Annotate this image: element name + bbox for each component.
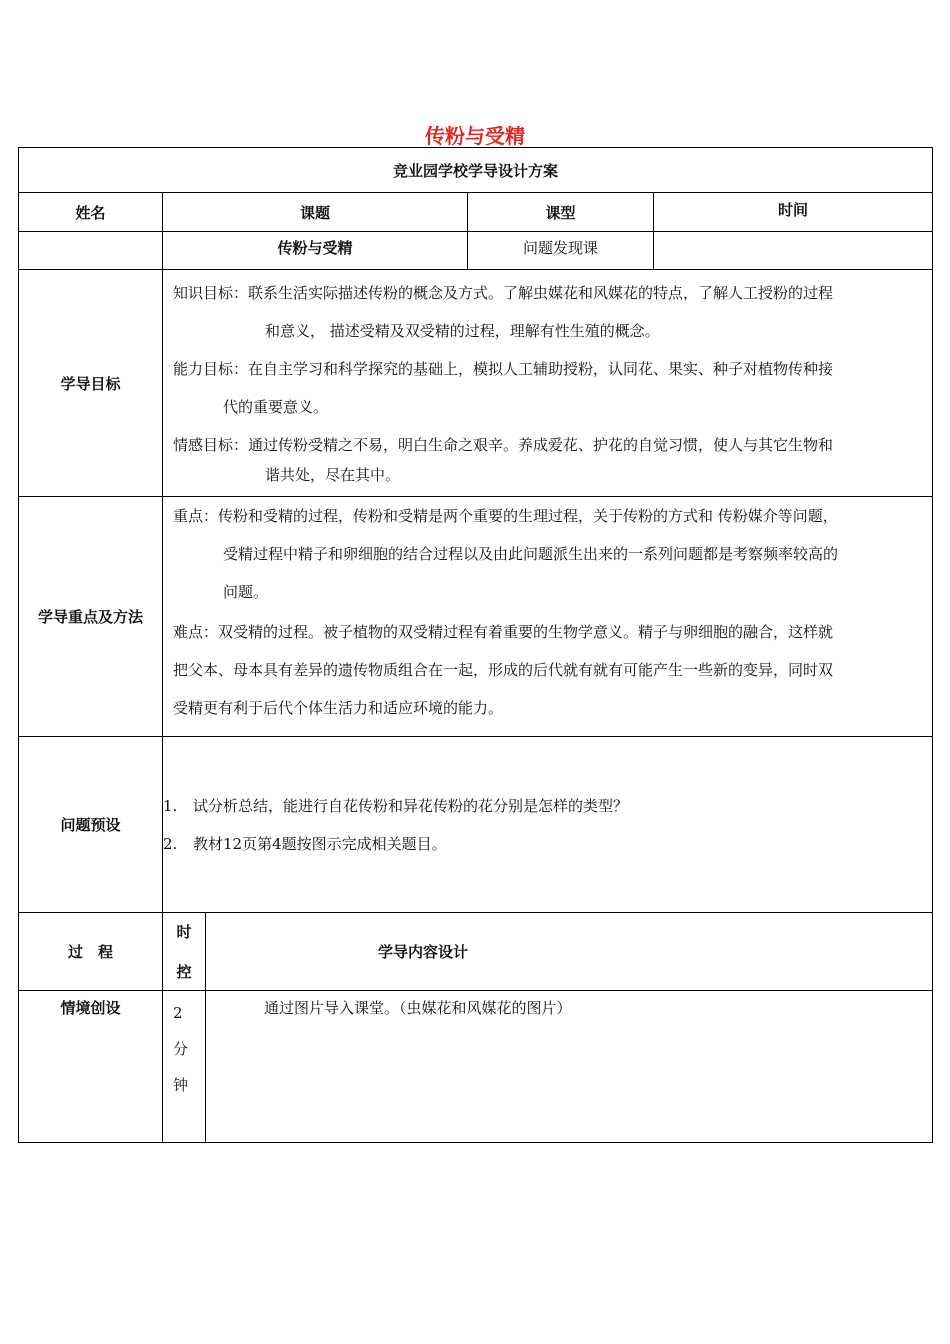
difficulty-line-3: 受精更有利于后代个体生活力和适应环境的能力。 <box>173 699 504 717</box>
header-name: 姓名 <box>19 193 163 232</box>
goals-content <box>163 270 933 497</box>
header-topic: 课题 <box>163 193 468 232</box>
difficulty-line-1: 难点：双受精的过程。被子植物的双受精过程有着重要的生物学意义。精子与卵细胞的融合，这样就 <box>173 623 834 641</box>
info-topic: 传粉与受精 <box>163 232 468 270</box>
document-title: 传粉与受精 <box>425 124 525 148</box>
process-header-stage: 过 程 <box>19 913 163 991</box>
questions-label: 问题预设 <box>19 737 163 913</box>
key-point-line-1: 重点：传粉和受精的过程，传粉和受精是两个重要的生理过程，关于传粉的方式和 传粉媒介等问题， <box>173 507 838 525</box>
questions-row <box>19 737 933 913</box>
info-type: 问题发现课 <box>468 232 654 270</box>
process-row <box>19 991 933 1143</box>
lesson-plan-table <box>18 147 933 1143</box>
header-type: 课型 <box>468 193 654 232</box>
goals-row <box>19 270 933 497</box>
table-title-row <box>19 148 933 193</box>
header-row <box>19 193 933 232</box>
header-time: 时间 <box>654 193 933 232</box>
difficulty-line-2: 把父本、母本具有差异的遗传物质组合在一起，形成的后代就有就有可能产生一些新的变异，同时双 <box>173 661 834 679</box>
table-title: 竞业园学校学导设计方案 <box>19 148 933 193</box>
emotion-goal-line-1: 情感目标：通过传粉受精之不易，明白生命之艰辛。养成爱花、护花的自觉习惯，使人与其它生物和 <box>173 436 834 454</box>
process-content: 通过图片导入课堂。（虫媒花和风媒花的图片） <box>206 991 933 1143</box>
question-item: 1. 试分析总结，能进行自花传粉和异花传粉的花分别是怎样的类型？ <box>163 796 629 815</box>
emotion-goal-line-2: 谐共处，尽在其中。 <box>265 466 401 484</box>
knowledge-goal-line-2: 和意义， 描述受精及双受精的过程，理解有性生殖的概念。 <box>265 322 660 340</box>
focus-row <box>19 497 933 737</box>
goals-label: 学导目标 <box>19 270 163 497</box>
question-item: 2. 教材12页第4题按图示完成相关题目。 <box>163 834 447 853</box>
ability-goal-line-2: 代的重要意义。 <box>223 398 329 416</box>
questions-content <box>163 737 933 913</box>
key-point-line-3: 问题。 <box>223 583 269 601</box>
focus-label: 学导重点及方法 <box>19 497 163 737</box>
process-header-content: 学导内容设计 <box>206 913 933 991</box>
focus-content <box>163 497 933 737</box>
ability-goal-line-1: 能力目标：在自主学习和科学探究的基础上，模拟人工辅助授粉，认同花、果实、种子对植物传种接 <box>173 360 834 378</box>
process-stage: 情境创设 <box>19 991 163 1143</box>
knowledge-goal-line-1: 知识目标：联系生活实际描述传粉的概念及方式。了解虫媒花和风媒花的特点，了解人工授粉的过程 <box>173 284 834 302</box>
info-row <box>19 232 933 270</box>
process-header-row <box>19 913 933 991</box>
info-time <box>654 232 933 270</box>
info-name <box>19 232 163 270</box>
process-time: 2 分 钟 <box>163 991 206 1143</box>
key-point-line-2: 受精过程中精子和卵细胞的结合过程以及由此问题派生出来的一系列问题都是考察频率较高的 <box>223 545 839 563</box>
process-header-time: 时 控 <box>163 913 206 991</box>
